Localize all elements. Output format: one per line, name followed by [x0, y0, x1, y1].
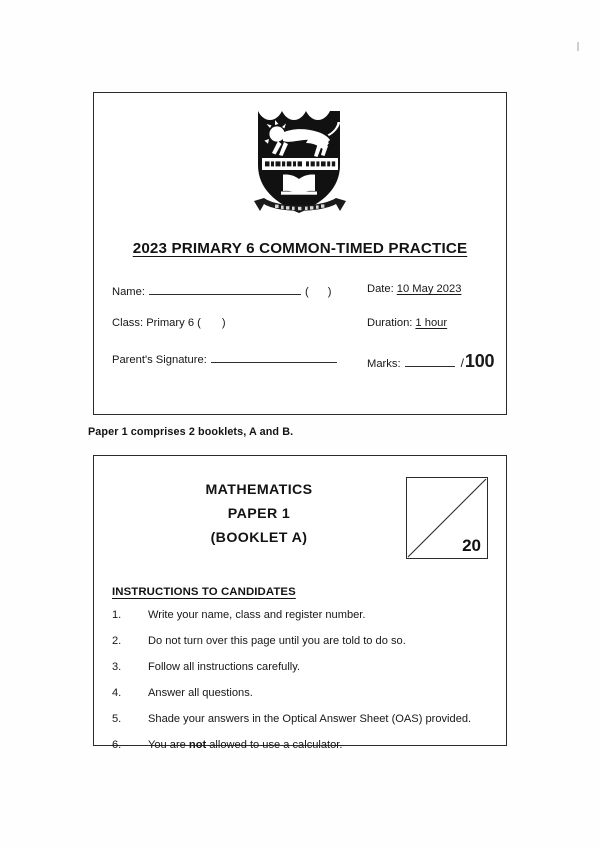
instruction-number: 5. — [112, 713, 122, 725]
subject-name: MATHEMATICS — [205, 482, 313, 498]
form-row-signature-marks — [112, 351, 495, 385]
scan-artifact-speck — [577, 42, 579, 51]
instruction-text: Answer all questions. — [148, 687, 253, 699]
marks-total-value: 100 — [464, 351, 495, 371]
duration-field-group — [367, 317, 447, 329]
candidate-details-form — [112, 283, 495, 385]
form-row-name-date — [112, 283, 492, 317]
class-label: Class: Primary 6 ( — [112, 317, 201, 329]
page-title: 2023 PRIMARY 6 COMMON-TIMED PRACTICE — [132, 240, 468, 257]
instruction-number: 1. — [112, 609, 122, 621]
signature-input-rule[interactable] — [211, 351, 337, 363]
booklet-marks-value: 20 — [462, 536, 481, 555]
instruction-text: Shade your answers in the Optical Answer Sheet (OAS) provided. — [148, 713, 472, 725]
instruction-item — [112, 633, 488, 649]
date-value: 10 May 2023 — [396, 283, 462, 295]
duration-label: Duration: — [367, 317, 413, 329]
class-close-paren: ) — [221, 317, 226, 329]
instruction-item — [112, 607, 488, 623]
paper-number: PAPER 1 — [227, 506, 291, 522]
school-crest-icon — [248, 103, 352, 225]
marks-slash: / — [460, 356, 464, 370]
paper-composition-note: Paper 1 comprises 2 booklets, A and B. — [88, 426, 294, 438]
instructions-heading: INSTRUCTIONS TO CANDIDATES — [112, 586, 296, 598]
register-open-paren: ( — [304, 286, 309, 298]
signature-label: Parent's Signature: — [112, 354, 207, 366]
subject-heading-block — [94, 478, 424, 550]
class-field-group — [112, 317, 226, 329]
booklet-label: (BOOKLET A) — [210, 530, 308, 546]
instruction-number: 6. — [112, 739, 122, 751]
marks-allocation-box — [406, 477, 488, 559]
register-close-paren: ) — [327, 286, 332, 298]
name-input-rule[interactable] — [149, 283, 301, 295]
instruction-item — [112, 685, 488, 701]
exam-header-box — [93, 92, 507, 415]
instruction-number: 2. — [112, 635, 122, 647]
instruction-number: 3. — [112, 661, 122, 673]
date-label: Date: — [367, 283, 394, 295]
instructions-section — [112, 586, 488, 763]
duration-value: 1 hour — [415, 317, 448, 329]
instruction-item — [112, 711, 488, 727]
signature-field-group — [112, 351, 341, 366]
date-field-group — [367, 283, 461, 295]
marks-label: Marks: — [367, 358, 401, 370]
instruction-text: Write your name, class and register number. — [148, 609, 366, 621]
instruction-text: Do not turn over this page until you are told to do so. — [148, 635, 406, 647]
instruction-number: 4. — [112, 687, 122, 699]
marks-input-rule[interactable] — [405, 355, 455, 367]
instruction-text: Follow all instructions carefully. — [148, 661, 301, 673]
crest-container — [94, 103, 506, 225]
instruction-text: You are not allowed to use a calculator. — [148, 739, 343, 751]
form-row-class-duration — [112, 317, 492, 351]
name-field-group — [112, 283, 331, 298]
marks-field-group — [367, 351, 494, 372]
booklet-info-box — [93, 455, 507, 751]
instruction-item — [112, 737, 488, 753]
instruction-item — [112, 659, 488, 675]
name-label: Name: — [112, 286, 145, 298]
